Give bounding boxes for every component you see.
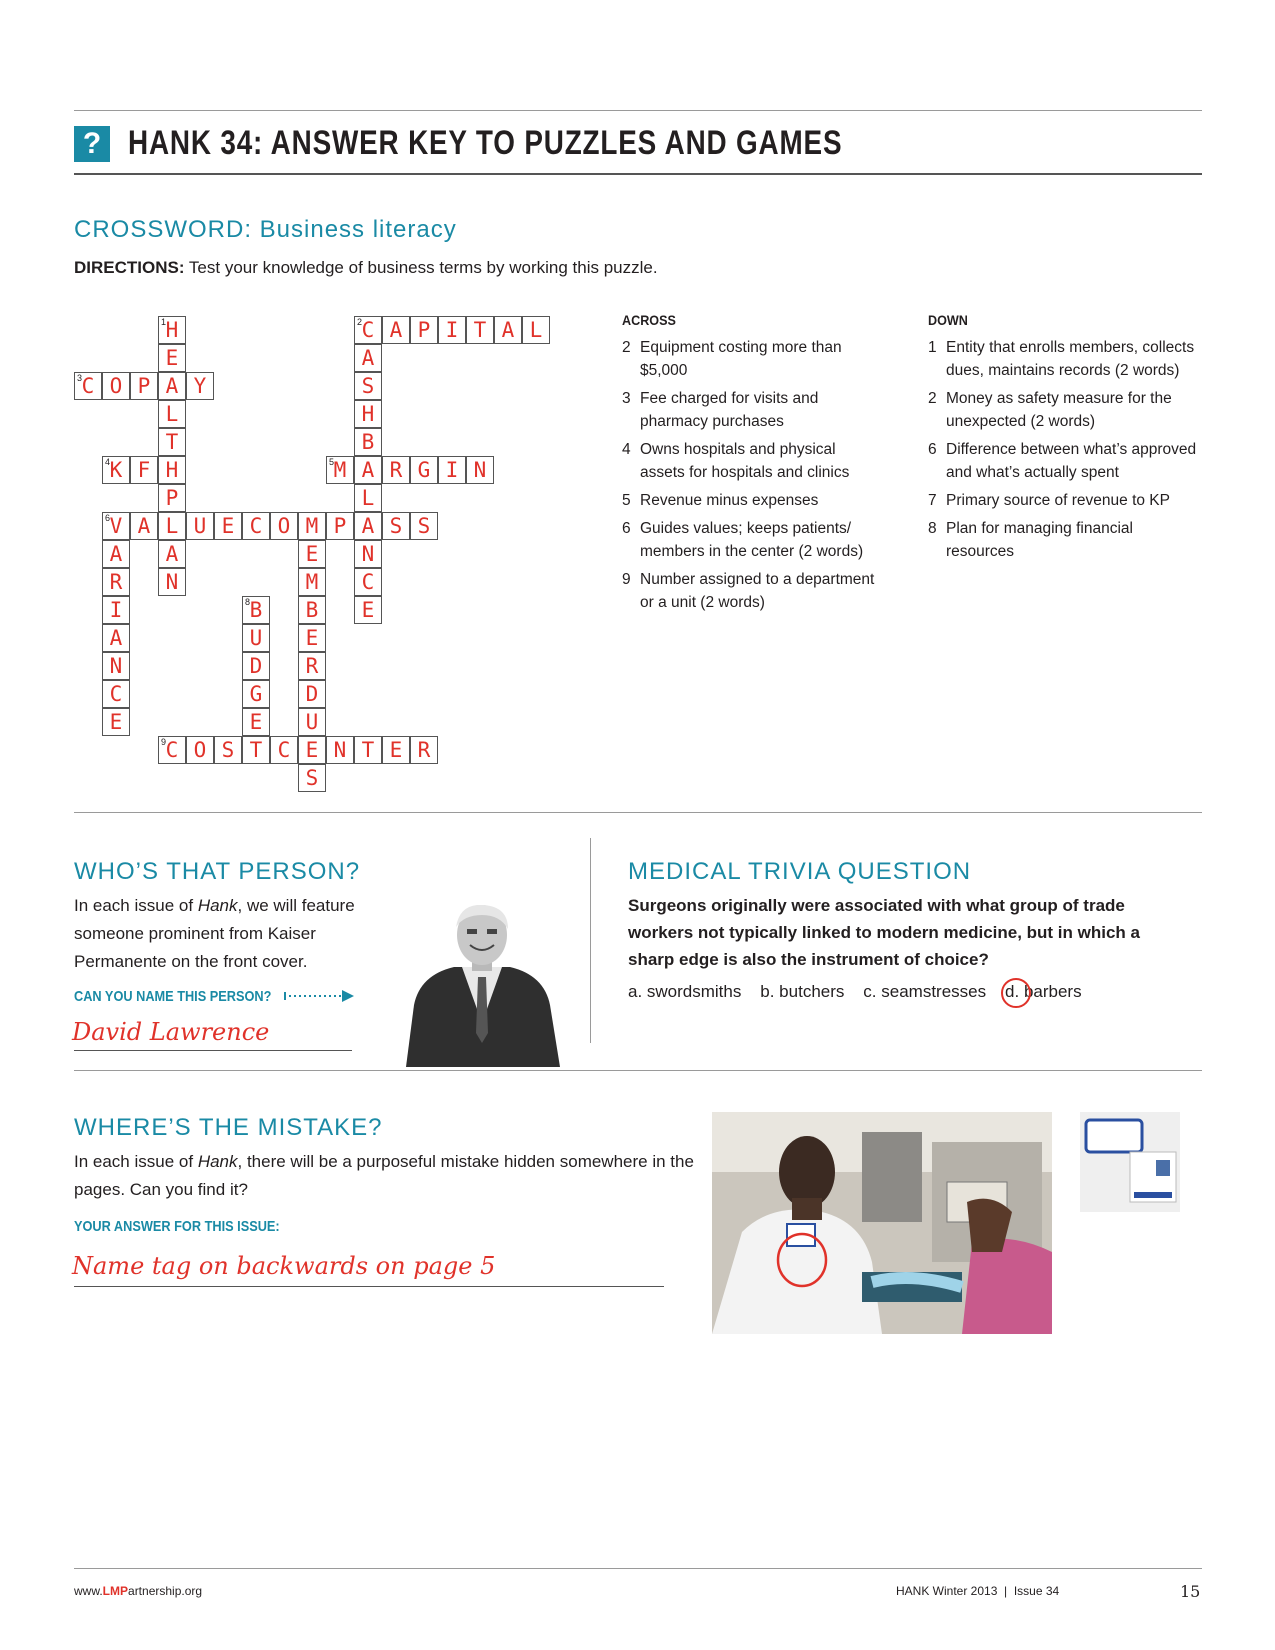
clue-down-6 [928,438,1198,484]
clue-text: Number assigned to a department or a unit (2 words) [640,571,875,611]
crossword-cell: O [270,512,298,540]
crossword-cell: N [326,736,354,764]
clue-text: Plan for managing financial resources [946,520,1133,560]
clue-text: Equipment costing more than $5,000 [640,339,842,379]
crossword-cell: S [410,512,438,540]
crossword-cell: E [242,708,270,736]
crossword-cell: S [382,512,410,540]
clue-down-1 [928,336,1198,382]
across-clues [622,312,882,619]
mistake-answer: Name tag on backwards on page 5 [72,1252,496,1280]
footer-url-suffix: artnership.org [128,1584,203,1598]
crossword-cell: A [158,540,186,568]
crossword-cell: A [102,540,130,568]
crossword-cell: R [410,736,438,764]
crossword-cell: A [102,624,130,652]
crossword-cell: O [186,736,214,764]
option-a: a. swordsmiths [628,982,742,1001]
crossword-cell: L [158,512,186,540]
crossword-cell: N [466,456,494,484]
crossword-cell: Y [186,372,214,400]
clue-number: 1 [928,339,937,356]
crossword-cell: G [410,456,438,484]
who-text-italic: Hank [197,896,238,915]
crossword-cell: U [186,512,214,540]
clue-number: 4 [622,441,631,458]
crossword-cell: E [298,540,326,568]
mistake-answer-line [74,1286,664,1287]
crossword-cell: K [102,456,130,484]
crossword-directions [74,258,658,278]
trivia-options [628,982,1082,1002]
arrow-icon [284,989,356,1008]
crossword-cell: C [354,316,382,344]
crossword-cell: M [298,512,326,540]
crossword-cell: G [242,680,270,708]
section-divider [74,812,1202,813]
crossword-cell: R [298,652,326,680]
crossword-cell: E [354,596,382,624]
clue-number-label: 6 [105,513,111,523]
crossword-cell: A [130,512,158,540]
footer-url-prefix: www. [74,1584,103,1598]
crossword-cell: T [466,316,494,344]
crossword-cell: P [130,372,158,400]
crossword-cell: V [102,512,130,540]
crossword-grid [74,316,574,796]
crossword-cell: R [102,568,130,596]
crossword-cell: U [298,708,326,736]
crossword-cell: N [102,652,130,680]
directions-text: Test your knowledge of business terms by working this puzzle. [184,258,658,277]
crossword-cell: B [242,596,270,624]
crossword-cell: C [74,372,102,400]
crossword-cell: R [382,456,410,484]
down-clues [928,312,1198,568]
clue-down-2 [928,387,1198,433]
across-heading: ACROSS [622,312,676,328]
clue-text: Revenue minus expenses [640,492,819,509]
clue-across-5 [622,489,882,512]
crossword-cell: C [158,736,186,764]
crossword-title: CROSSWORD: Business literacy [74,216,457,243]
crossword-cell: P [410,316,438,344]
crossword-cell: M [298,568,326,596]
who-prompt: CAN YOU NAME THIS PERSON? [74,988,272,1005]
crossword-cell: E [298,736,326,764]
mistake-prompt: YOUR ANSWER FOR THIS ISSUE: [74,1218,280,1235]
crossword-cell: B [354,428,382,456]
clue-down-8 [928,517,1198,563]
crossword-cell: E [214,512,242,540]
crossword-cell: A [354,512,382,540]
crossword-cell: S [214,736,242,764]
clue-across-3 [622,387,882,433]
crossword-cell: S [354,372,382,400]
clue-number-label: 4 [105,457,111,467]
option-d-letter: d. [1005,982,1020,1001]
down-heading: DOWN [928,312,968,328]
crossword-cell: T [158,428,186,456]
clue-number: 6 [622,520,631,537]
crossword-cell: P [158,484,186,512]
clue-text: Owns hospitals and physical assets for hospitals and clinics [640,441,850,481]
clinic-photo [712,1112,1052,1334]
crossword-cell: S [298,764,326,792]
section-divider-2 [74,1070,1202,1071]
footer-url-brand: LMP [102,1584,129,1598]
crossword-cell: T [354,736,382,764]
crossword-cell: A [354,344,382,372]
who-text-part: In each issue of [74,896,198,915]
crossword-cell: I [438,316,466,344]
clue-across-6 [622,517,882,563]
crossword-cell: E [298,624,326,652]
top-rule [74,110,1202,111]
answer-circle [1001,978,1031,1008]
clue-number: 8 [928,520,937,537]
crossword-cell: C [242,512,270,540]
person-photo [404,905,560,1072]
clue-across-4 [622,438,882,484]
clue-text: Primary source of revenue to KP [946,492,1170,509]
crossword-cell: N [158,568,186,596]
crossword-cell: N [354,540,382,568]
crossword-cell: H [158,316,186,344]
crossword-cell: D [242,652,270,680]
clue-number-label: 2 [357,317,363,327]
question-icon: ? [74,126,110,162]
crossword-cell: E [158,344,186,372]
crossword-cell: A [382,316,410,344]
clue-number-label: 8 [245,597,251,607]
clue-text: Guides values; keeps patients/ members in the center (2 words) [640,520,864,560]
crossword-cell: F [130,456,158,484]
clue-number: 7 [928,492,937,509]
clue-across-2 [622,336,882,382]
clue-text: Difference between what’s approved and what’s actually spent [946,441,1197,481]
crossword-cell: I [438,456,466,484]
option-d [1005,982,1024,1001]
column-divider [590,838,591,1043]
footer-issue: HANK Winter 2013 | Issue 34 [896,1584,1060,1598]
who-title: WHO’S THAT PERSON? [74,858,361,885]
page-title: HANK 34: ANSWER KEY TO PUZZLES AND GAMES [128,124,843,162]
crossword-cell: M [326,456,354,484]
clue-down-7 [928,489,1198,512]
crossword-cell: C [270,736,298,764]
crossword-cell: C [354,568,382,596]
footer-url[interactable] [74,1584,202,1598]
crossword-cell: I [102,596,130,624]
name-tag-photo [1080,1112,1180,1212]
crossword-cell: L [354,484,382,512]
crossword-cell: H [158,456,186,484]
crossword-cell: B [298,596,326,624]
footer-rule [74,1568,1202,1569]
crossword-cell: H [354,400,382,428]
mistake-title: WHERE’S THE MISTAKE? [74,1114,383,1141]
crossword-cell: T [242,736,270,764]
header-underline [74,173,1202,175]
clue-text: Money as safety measure for the unexpected (2 words) [946,390,1172,430]
crossword-cell: U [242,624,270,652]
clue-number-label: 5 [329,457,335,467]
mistake-text-part: , there will be a purposeful mistake hidden somewhere in the pages. Can you find it? [74,1152,694,1199]
crossword-cell: A [158,372,186,400]
who-answer-line [74,1050,352,1051]
crossword-cell: C [102,680,130,708]
clue-number-label: 9 [161,737,167,747]
crossword-cell: O [102,372,130,400]
crossword-cell: A [354,456,382,484]
option-d-text: barbers [1023,982,1082,1001]
crossword-cell: L [158,400,186,428]
clue-number: 3 [622,390,631,407]
clue-number: 2 [622,339,631,356]
clue-number-label: 3 [77,373,83,383]
crossword-cell: D [298,680,326,708]
crossword-cell: E [102,708,130,736]
clue-number-label: 1 [161,317,167,327]
trivia-question: Surgeons originally were associated with what group of trade workers not typically linked to modern medicine, but in which a sharp edge is also the instrument of choice? [628,896,1140,969]
option-c: c. seamstresses [863,982,987,1001]
mistake-text [74,1148,694,1204]
mistake-text-italic: Hank [197,1152,238,1171]
mistake-text-part: In each issue of [74,1152,198,1171]
who-answer: David Lawrence [72,1018,270,1046]
crossword-cell: E [382,736,410,764]
option-b: b. butchers [760,982,845,1001]
clue-number: 6 [928,441,937,458]
clue-number: 5 [622,492,631,509]
crossword-cell: A [494,316,522,344]
clue-number: 2 [928,390,937,407]
who-text [74,892,394,976]
directions-label: DIRECTIONS: [74,258,185,277]
clue-text: Fee charged for visits and pharmacy purchases [640,390,819,430]
clue-across-9 [622,568,882,614]
clue-number: 9 [622,571,631,588]
who-text-part: , we will feature someone prominent from Kaiser Permanente on the front cover. [74,896,355,971]
page-number: 15 [1180,1582,1201,1601]
crossword-cell: L [522,316,550,344]
clue-text: Entity that enrolls members, collects dues, maintains records (2 words) [946,339,1195,379]
crossword-cell: P [326,512,354,540]
trivia-title: MEDICAL TRIVIA QUESTION [628,858,972,885]
